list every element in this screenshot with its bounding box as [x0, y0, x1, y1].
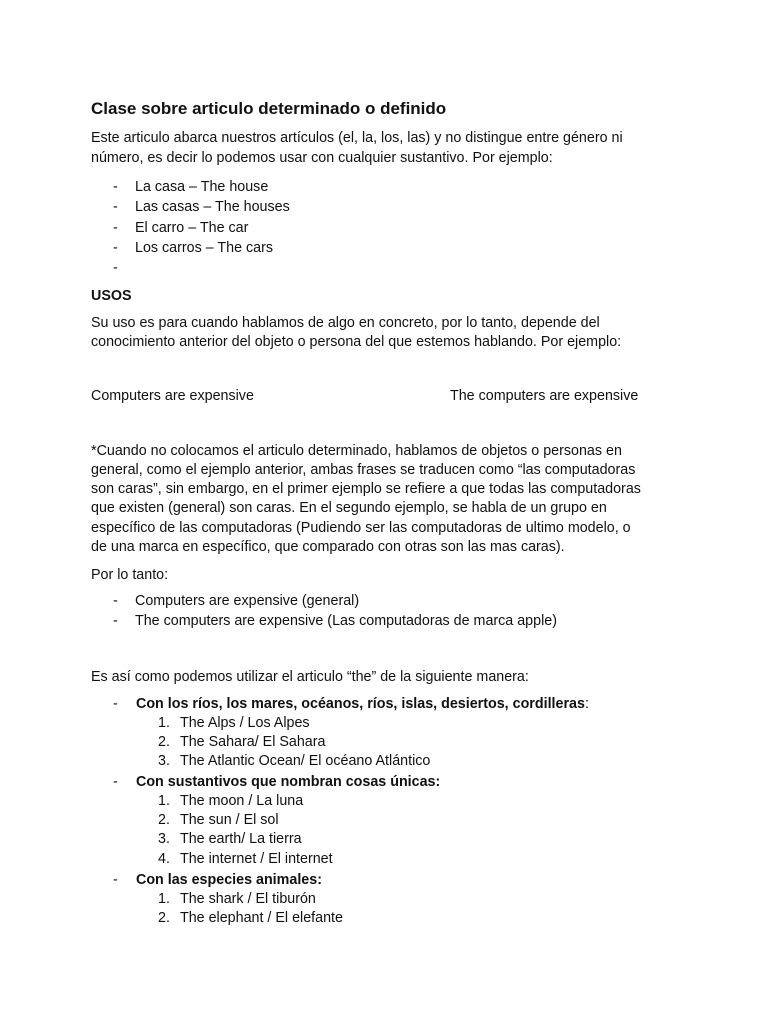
list-item-text: The moon / La luna [180, 793, 304, 809]
list-item-text: The Alps / Los Alpes [180, 715, 310, 731]
list-item-text: La casa – The house [135, 179, 269, 195]
list-item-text: El carro – The car [135, 219, 249, 236]
dash-bullet: - [113, 696, 118, 712]
dash-bullet: - [113, 239, 118, 256]
list-item-text: The internet / El internet [180, 850, 333, 867]
note-line-2: general, como el ejemplo anterior, ambas frases se traducen como “las computadoras [91, 462, 636, 478]
list-item-text: Las casas – The houses [135, 199, 290, 216]
note-line-6: de una marca en específico, que comparado con otras son las mas caras). [91, 539, 565, 555]
comparison-left: Computers are expensive [91, 388, 254, 404]
category-label: Con las especies animales: [136, 872, 322, 888]
page-title: Clase sobre articulo determinado o definido [91, 99, 447, 118]
category-label-suffix: : [584, 696, 589, 712]
category-label-text: Con los ríos, los mares, océanos, ríos, islas, desiertos, cordilleras [136, 696, 585, 712]
category-label: Con sustantivos que nombran cosas únicas: [136, 774, 441, 790]
note-line-3: son caras”, sin embargo, en el primer ejemplo se refiere a que todas las computadoras [91, 481, 641, 497]
dash-bullet: - [113, 613, 118, 630]
uses-intro: Es así como podemos utilizar el articulo “the” de la siguiente manera: [91, 669, 529, 685]
list-item-text: The computers are expensive (Las computadoras de marca apple) [135, 613, 557, 630]
note-line-5: específico de las computadoras (Pudiendo ser las computadoras de ultimo modelo, o [91, 520, 631, 536]
list-item-text: Los carros – The cars [135, 239, 273, 256]
list-item-text: The Atlantic Ocean/ El océano Atlántico [180, 753, 431, 770]
dash-bullet: - [113, 593, 118, 609]
dash-bullet: - [113, 219, 118, 236]
note-line-4: que existen (general) son caras. En el segundo ejemplo, se habla de un grupo en [91, 500, 607, 516]
dash-bullet: - [113, 774, 118, 790]
usos-heading: USOS [91, 288, 132, 304]
list-item-text: The earth/ La tierra [180, 831, 302, 848]
list-item-text: The Sahara/ El Sahara [180, 734, 326, 751]
list-number: 3. [158, 831, 170, 848]
list-number: 4. [158, 850, 170, 867]
list-number: 2. [158, 812, 170, 829]
list-number: 2. [158, 734, 170, 751]
comparison-right: The computers are expensive [450, 388, 639, 404]
note-line-1: *Cuando no colocamos el articulo determinado, hablamos de objetos o personas en [91, 443, 622, 459]
intro-line-2: número, es decir lo podemos usar con cualquier sustantivo. Por ejemplo: [91, 150, 553, 166]
dash-bullet: - [113, 199, 118, 216]
list-number: 1. [158, 715, 170, 731]
list-number: 3. [158, 753, 170, 770]
category-label [136, 695, 589, 714]
list-number: 2. [158, 910, 170, 927]
list-number: 1. [158, 793, 170, 809]
list-item-text: The sun / El sol [180, 812, 279, 829]
intro-line-1: Este articulo abarca nuestros artículos (el, la, los, las) y no distingue entre género ni [91, 130, 623, 146]
usos-line-2: conocimiento anterior del objeto o persona del que estemos hablando. Por ejemplo: [91, 334, 622, 350]
usos-line-1: Su uso es para cuando hablamos de algo en concreto, por lo tanto, depende del [91, 315, 600, 331]
por-lo-tanto: Por lo tanto: [91, 567, 169, 583]
dash-bullet: - [113, 260, 118, 277]
dash-bullet: - [113, 872, 118, 888]
list-number: 1. [158, 891, 170, 907]
list-item-text: The elephant / El elefante [180, 910, 343, 927]
list-item-text: The shark / El tiburón [180, 891, 316, 907]
dash-bullet: - [113, 179, 118, 195]
list-item-text: Computers are expensive (general) [135, 593, 360, 609]
